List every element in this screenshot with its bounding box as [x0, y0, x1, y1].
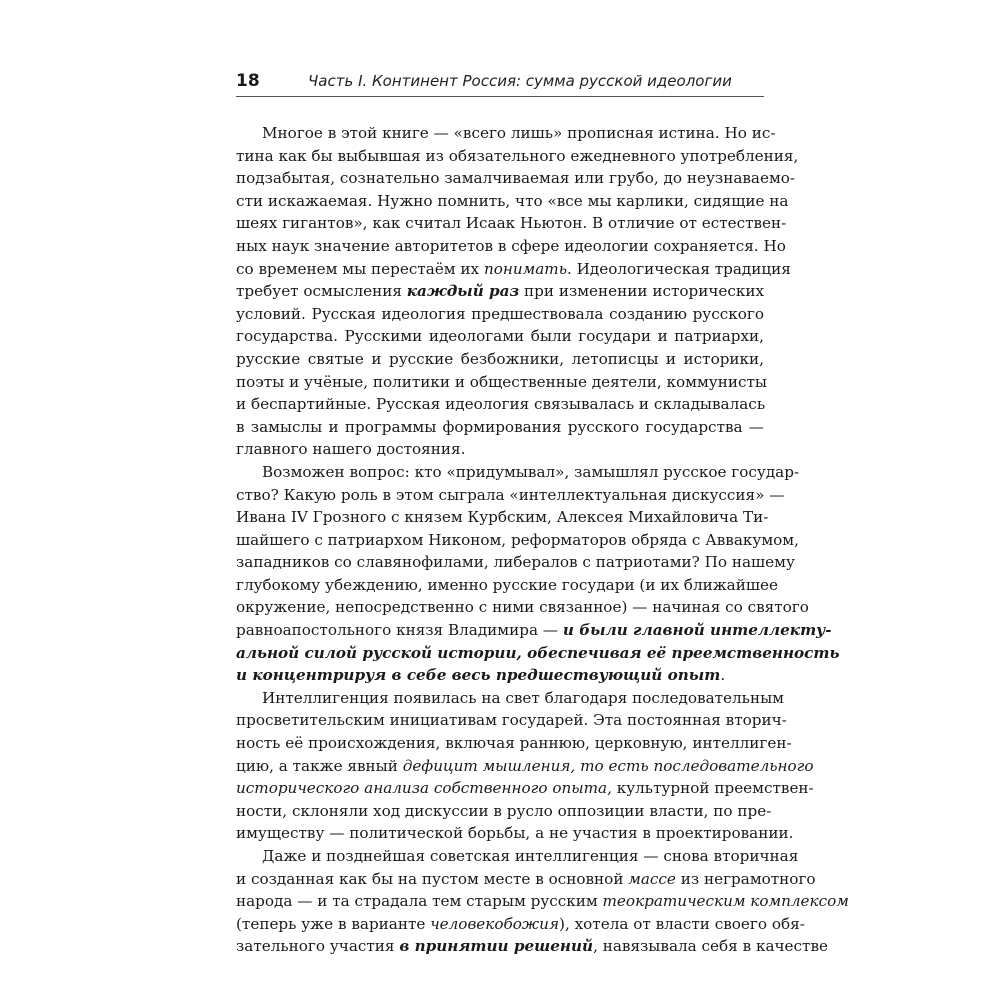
text-segment: подзабытая, сознательно замалчиваемая или грубо, до неузнаваемо-	[236, 169, 796, 188]
text-segment: народа — и та страдала тем старым русским	[236, 892, 603, 911]
text-line	[236, 868, 816, 891]
text-line	[236, 393, 764, 416]
emphasis-text: в принятии решений	[399, 937, 594, 956]
text-segment: просветительским инициативам государей. Эта постоянная вторич-	[236, 711, 787, 730]
text-line	[236, 687, 784, 710]
text-segment: шайшего с патриархом Никоном, реформаторов обряда с Аввакумом,	[236, 530, 799, 549]
text-line	[236, 890, 849, 913]
text-segment: условий. Русская идеология предшествовала созданию русского	[236, 304, 764, 323]
text-line	[236, 935, 828, 958]
paragraph	[236, 461, 840, 687]
text-segment: в замыслы и программы формирования русского государства —	[236, 417, 764, 436]
text-line	[236, 755, 814, 778]
paragraph	[236, 122, 799, 461]
text-line	[236, 642, 840, 665]
text-segment: ных наук значение авторитетов в сфере идеологии сохраняется. Но	[236, 236, 786, 255]
text-line	[236, 822, 794, 845]
text-segment: требует осмысления	[236, 282, 407, 301]
text-line	[236, 484, 785, 507]
text-segment: ство? Какую роль в этом сыграла «интеллектуальная дискуссия» —	[236, 485, 785, 504]
text-line	[236, 529, 799, 552]
text-segment: Даже и позднейшая советская интеллигенция — снова вторичная	[262, 847, 799, 865]
text-segment: Возможен вопрос: кто «придумывал», замышлял русское государ-	[262, 462, 800, 481]
italic-text: дефицит мышления, то есть последовательного	[402, 756, 814, 775]
text-line	[236, 800, 772, 823]
text-segment: глубокому убеждению, именно русские государи (и их ближайшее	[236, 575, 778, 594]
paragraph	[236, 845, 849, 958]
text-segment: и созданная как бы на пустом месте в основной	[236, 869, 629, 888]
text-segment: ), хотела от власти своего обя-	[559, 914, 805, 933]
text-segment: (теперь уже в варианте	[236, 914, 431, 933]
text-line	[236, 732, 792, 755]
text-segment: из неграмотного	[675, 869, 816, 888]
text-line	[236, 122, 776, 145]
text-segment: со временем мы перестаём их	[236, 259, 484, 278]
emphasis-text: и были главной интеллекту-	[562, 621, 832, 640]
page-number: 18	[236, 71, 260, 91]
italic-text: массе	[628, 869, 676, 888]
text-segment: при изменении исторических	[519, 282, 765, 301]
running-title: Часть I. Континент Россия: сумма русской идеологии	[308, 72, 732, 90]
text-segment: цию, а также явный	[236, 756, 403, 775]
text-line	[236, 303, 764, 326]
italic-text: исторического анализа собственного опыта	[236, 779, 608, 798]
text-segment: . Идеологическая традиция	[566, 259, 791, 278]
text-segment: шеях гигантов», как считал Исаак Ньютон. В отличие от естествен-	[236, 214, 787, 233]
text-line	[236, 551, 795, 574]
text-segment: и беспартийные. Русская идеология связывалась и складывалась	[236, 395, 766, 414]
text-segment: тина как бы выбывшая из обязательного ежедневного употребления,	[236, 146, 799, 165]
text-segment: зательного участия	[236, 937, 400, 956]
text-segment: государства. Русскими идеологами были государи и патриархи,	[236, 327, 764, 346]
text-segment: окружение, непосредственно с ними связанное) — начиная со святого	[236, 598, 809, 617]
text-segment: равноапостольного князя Владимира —	[236, 621, 563, 640]
text-line	[236, 709, 787, 732]
text-line	[236, 190, 789, 213]
emphasis-text: каждый раз	[406, 282, 520, 301]
text-line	[236, 619, 832, 642]
text-line	[236, 596, 809, 619]
text-segment: Ивана IV Грозного с князем Курбским, Алексея Михайловича Ти-	[236, 508, 769, 527]
text-segment: главного нашего достояния.	[236, 440, 466, 459]
text-segment: западников со славянофилами, либералов с патриотами? По нашему	[236, 553, 795, 572]
text-line	[236, 845, 799, 868]
italic-text: человекобожия	[430, 914, 560, 933]
text-segment: Многое в этой книге — «всего лишь» прописная истина. Но ис-	[262, 124, 776, 142]
text-segment: ность её происхождения, включая раннюю, церковную, интеллиген-	[236, 734, 792, 753]
text-line	[236, 913, 805, 936]
text-line	[236, 235, 786, 258]
text-line	[236, 438, 764, 461]
emphasis-text: альной силой русской истории, обеспечивая её преемственность	[236, 643, 840, 662]
text-line	[236, 145, 799, 168]
page-body	[236, 122, 849, 958]
text-segment: .	[720, 666, 726, 685]
text-line	[236, 506, 769, 529]
text-line	[236, 348, 764, 371]
text-line	[236, 371, 767, 394]
text-line	[236, 258, 791, 281]
text-line	[236, 416, 764, 439]
text-line	[236, 325, 764, 348]
text-segment: ности, склоняли ход дискуссии в русло оппозиции власти, по пре-	[236, 801, 772, 820]
text-segment: , навязывала себя в качестве	[593, 937, 828, 956]
text-segment: , культурной преемствен-	[607, 779, 814, 798]
text-line	[236, 574, 778, 597]
page-header	[236, 68, 764, 97]
emphasis-text: и концентрируя в себе весь предшествующий опыт	[236, 666, 721, 685]
text-line	[236, 461, 800, 484]
text-line	[236, 280, 764, 303]
paragraph	[236, 687, 814, 845]
text-segment: сти искажаемая. Нужно помнить, что «все мы карлики, сидящие на	[236, 191, 789, 210]
text-line	[236, 664, 764, 687]
italic-text: понимать	[483, 259, 567, 278]
text-segment: имуществу — политической борьбы, а не участия в проектировании.	[236, 824, 794, 843]
text-line	[236, 212, 787, 235]
text-segment: Интеллигенция появилась на свет благодаря последовательным	[262, 688, 784, 707]
text-segment: поэты и учёные, политики и общественные деятели, коммунисты	[236, 372, 767, 391]
text-segment: русские святые и русские безбожники, летописцы и историки,	[236, 349, 764, 368]
italic-text: теократическим комплексом	[602, 892, 849, 911]
text-line	[236, 777, 814, 800]
text-line	[236, 167, 796, 190]
